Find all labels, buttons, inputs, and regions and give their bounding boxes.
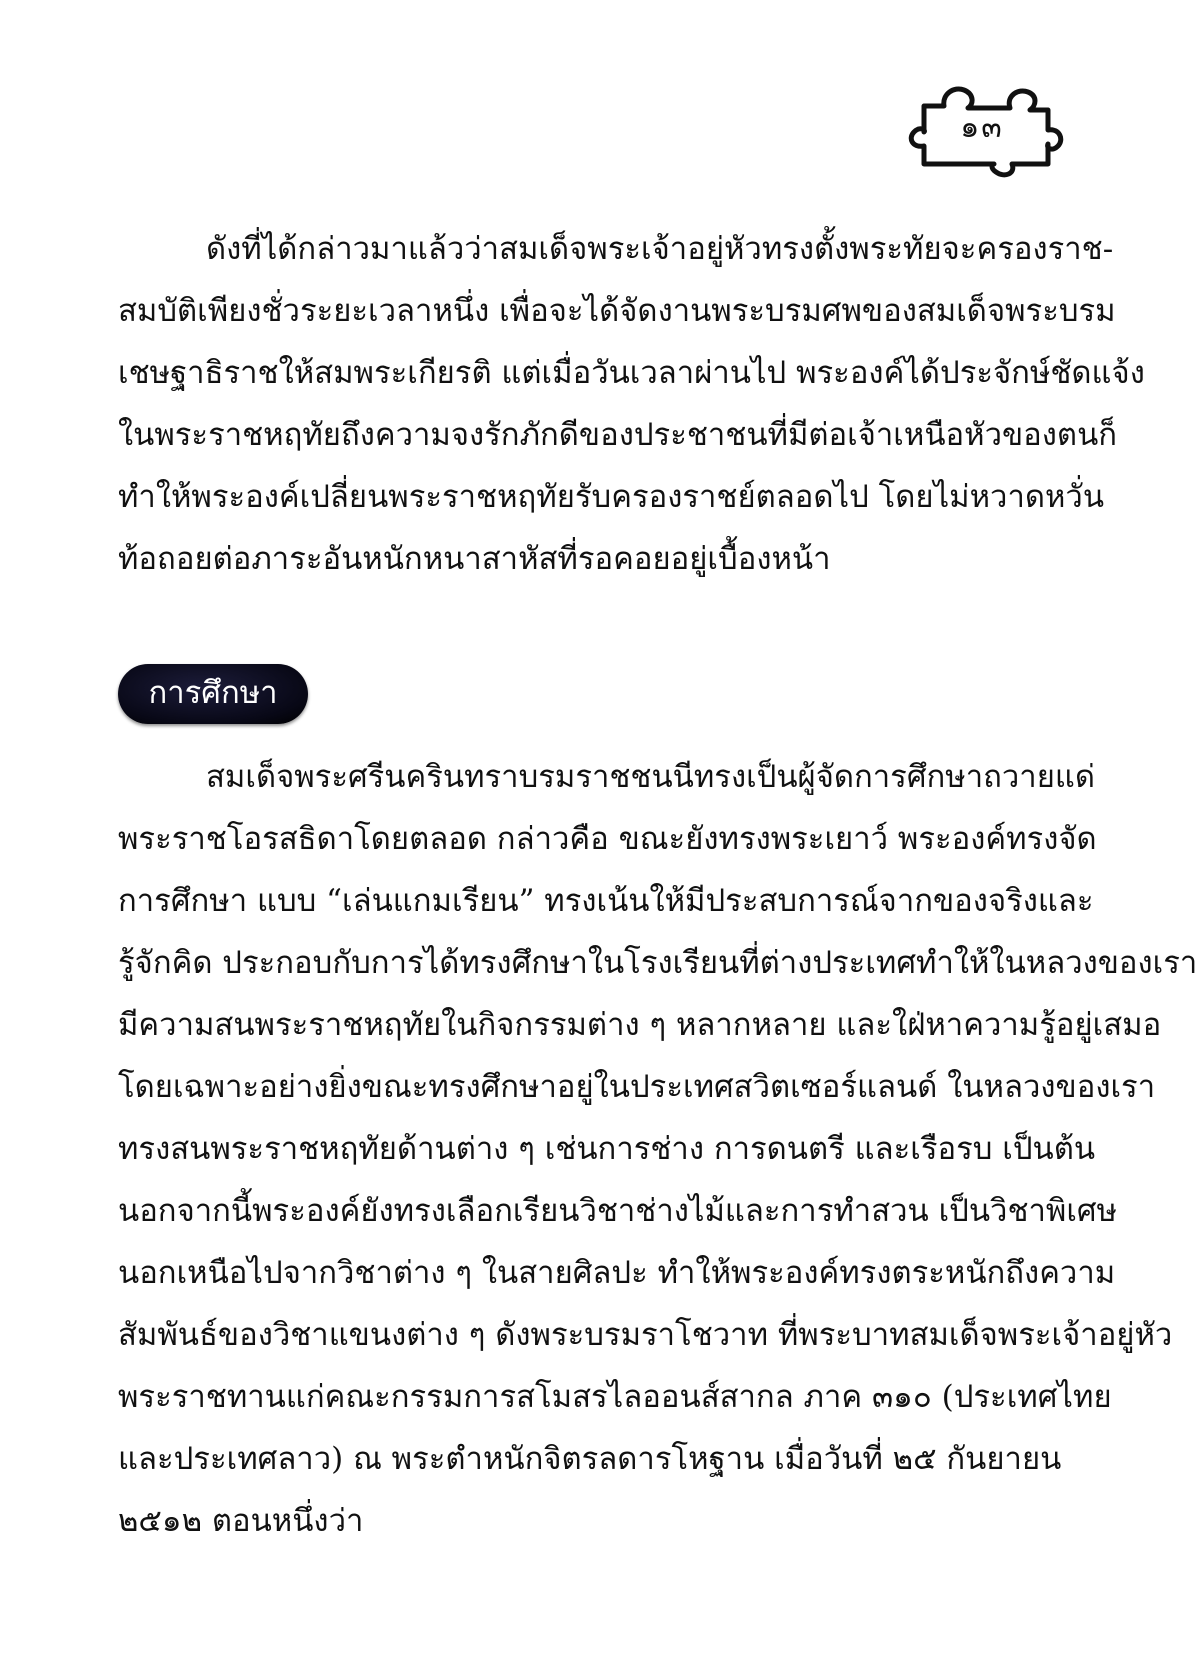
education-line: มีความสนพระราชหฤทัยในกิจกรรมต่าง ๆ หลากหลาย และใฝ่หาความรู้อยู่เสมอ — [118, 1007, 1162, 1043]
section-heading-badge — [118, 664, 308, 724]
page-number-badge — [902, 80, 1062, 176]
page-number: ๑๓ — [960, 110, 1004, 145]
education-line: พระราชโอรสธิดาโดยตลอด กล่าวคือ ขณะยังทรงพระเยาว์ พระองค์ทรงจัด — [118, 821, 1097, 857]
education-paragraph — [118, 746, 1197, 1552]
education-line: ทรงสนพระราชหฤทัยด้านต่าง ๆ เช่นการช่าง การดนตรี และเรือรบ เป็นต้น — [118, 1131, 1096, 1167]
education-line: และประเทศลาว) ณ พระตำหนักจิตรลดารโหฐาน เมื่อวันที่ ๒๕ กันยายน — [118, 1441, 1062, 1477]
intro-line: ท้อถอยต่อภาระอันหนักหนาสาหัสที่รอคอยอยู่เบื้องหน้า — [118, 541, 831, 577]
intro-line: ในพระราชหฤทัยถึงความจงรักภักดีของประชาชนที่มีต่อเจ้าเหนือหัวของตนก็ — [118, 417, 1118, 453]
education-line: การศึกษา แบบ “เล่นแกมเรียน” ทรงเน้นให้มีประสบการณ์จากของจริงและ — [118, 883, 1094, 919]
education-line: โดยเฉพาะอย่างยิ่งขณะทรงศึกษาอยู่ในประเทศสวิตเซอร์แลนด์ ในหลวงของเรา — [118, 1069, 1156, 1105]
intro-line: สมบัติเพียงชั่วระยะเวลาหนึ่ง เพื่อจะได้จัดงานพระบรมศพของสมเด็จพระบรม — [118, 293, 1116, 329]
intro-paragraph — [118, 218, 1145, 590]
intro-line: เชษฐาธิราชให้สมพระเกียรติ แต่เมื่อวันเวลาผ่านไป พระองค์ได้ประจักษ์ชัดแจ้ง — [118, 355, 1145, 391]
education-line: สมเด็จพระศรีนครินทราบรมราชชนนีทรงเป็นผู้จัดการศึกษาถวายแด่ — [206, 759, 1095, 795]
education-line: ๒๕๑๒ ตอนหนึ่งว่า — [118, 1503, 364, 1539]
education-line: นอกเหนือไปจากวิชาต่าง ๆ ในสายศิลปะ ทำให้พระองค์ทรงตระหนักถึงความ — [118, 1255, 1116, 1291]
section-heading: การศึกษา — [148, 675, 278, 711]
intro-line: ดังที่ได้กล่าวมาแล้วว่าสมเด็จพระเจ้าอยู่หัวทรงตั้งพระทัยจะครองราช- — [206, 231, 1114, 267]
education-line: นอกจากนี้พระองค์ยังทรงเลือกเรียนวิชาช่างไม้และการทำสวน เป็นวิชาพิเศษ — [118, 1193, 1118, 1229]
education-line: พระราชทานแก่คณะกรรมการสโมสรไลออนส์สากล ภาค ๓๑๐ (ประเทศไทย — [118, 1379, 1112, 1415]
education-line: สัมพันธ์ของวิชาแขนงต่าง ๆ ดังพระบรมราโชวาท ที่พระบาทสมเด็จพระเจ้าอยู่หัว — [118, 1317, 1173, 1353]
education-line: รู้จักคิด ประกอบกับการได้ทรงศึกษาในโรงเรียนที่ต่างประเทศทำให้ในหลวงของเรา — [118, 945, 1197, 981]
intro-line: ทำให้พระองค์เปลี่ยนพระราชหฤทัยรับครองราชย์ตลอดไป โดยไม่หวาดหวั่น — [118, 479, 1105, 515]
